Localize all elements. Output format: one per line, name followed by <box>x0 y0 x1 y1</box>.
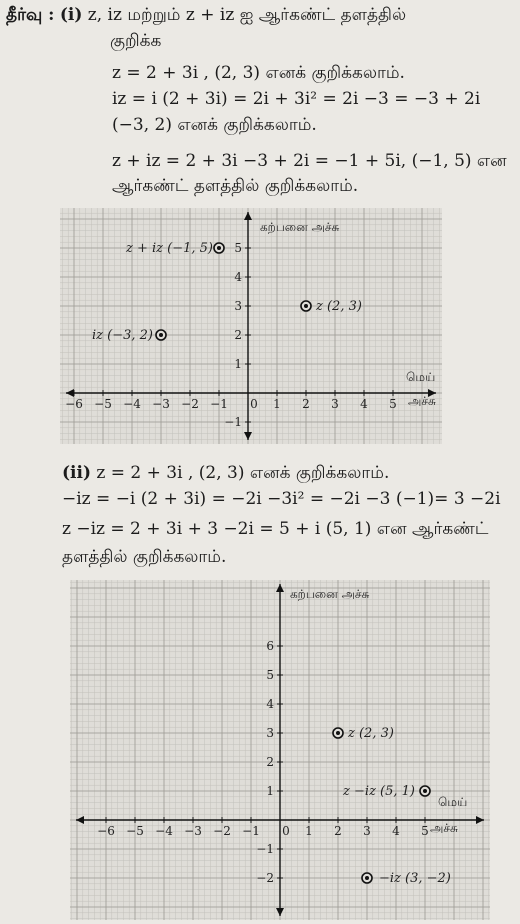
y-tick-label: 6 <box>266 639 274 653</box>
y-tick-label: 4 <box>234 270 242 284</box>
y-tick-label: 3 <box>234 299 242 313</box>
x-tick-label: −6 <box>65 397 83 411</box>
argand-diagram-1 <box>60 208 442 444</box>
x-axis-title-line1: மெய் <box>438 795 468 809</box>
x-tick-label: 0 <box>250 397 258 411</box>
x-tick-label: −3 <box>184 824 202 838</box>
data-point-label: iz (−3, 2) <box>92 328 153 343</box>
y-tick-label: 3 <box>266 726 274 740</box>
x-tick-label: −3 <box>152 397 170 411</box>
x-tick-label: 0 <box>282 824 290 838</box>
x-tick-label: −5 <box>94 397 112 411</box>
data-point-dot <box>217 246 221 250</box>
x-tick-label: 4 <box>392 824 400 838</box>
data-point-label: z + iz (−1, 5) <box>126 241 213 256</box>
data-point-dot <box>304 304 308 308</box>
data-point-dot <box>423 789 427 793</box>
data-point-dot <box>336 731 340 735</box>
y-tick-label: −2 <box>256 871 274 885</box>
argand-diagram-2 <box>70 580 490 920</box>
x-tick-label: 3 <box>331 397 339 411</box>
solution-heading <box>6 4 406 26</box>
part1-line4: z + iz = 2 + 3i −3 + 2i = −1 + 5i, (−1, 5) என <box>112 151 507 171</box>
part1-intro: z, iz மற்றும் z + iz ஐ ஆர்கண்ட் தளத்தில் <box>87 5 407 25</box>
part2-line1: z = 2 + 3i , (2, 3) எனக் குறிக்கலாம். <box>96 463 390 483</box>
x-tick-label: 5 <box>421 824 429 838</box>
x-tick-label: −1 <box>210 397 228 411</box>
part2-line2: −iz = −i (2 + 3i) = −2i −3i² = −2i −3 (−1)= 3 −2i <box>62 489 501 509</box>
x-tick-label: 2 <box>334 824 342 838</box>
x-tick-label: 3 <box>363 824 371 838</box>
x-tick-label: −6 <box>97 824 115 838</box>
x-tick-label: 4 <box>360 397 368 411</box>
part1-line1: z = 2 + 3i , (2, 3) எனக் குறிக்கலாம். <box>112 63 405 83</box>
y-tick-label: 2 <box>234 328 242 342</box>
data-point-label: z (2, 3) <box>316 299 362 314</box>
x-tick-label: −4 <box>123 397 141 411</box>
part2-line1-row <box>62 462 389 484</box>
part2-line4: தளத்தில் குறிக்கலாம். <box>62 547 227 567</box>
part1-intro2: குறிக்க <box>110 31 162 51</box>
data-point-dot <box>365 876 369 880</box>
data-point-label: −iz (3, −2) <box>379 871 451 886</box>
data-point-dot <box>159 333 163 337</box>
x-tick-label: 2 <box>302 397 310 411</box>
x-tick-label: −2 <box>213 824 231 838</box>
y-tick-label: 5 <box>266 668 274 682</box>
x-tick-label: −1 <box>242 824 260 838</box>
part1-line2: iz = i (2 + 3i) = 2i + 3i² = 2i −3 = −3 + 2i <box>112 89 481 109</box>
x-tick-label: 5 <box>389 397 397 411</box>
x-tick-label: −5 <box>126 824 144 838</box>
x-tick-label: 1 <box>305 824 313 838</box>
y-tick-label: 1 <box>266 784 274 798</box>
data-point-label: z (2, 3) <box>348 726 394 741</box>
x-axis-title-line2: அச்சு <box>408 394 436 408</box>
data-point-label: z −iz (5, 1) <box>343 784 415 799</box>
y-tick-label: 2 <box>266 755 274 769</box>
x-tick-label: −2 <box>181 397 199 411</box>
part2-tag: (ii) <box>62 463 92 483</box>
solution-label: தீர்வு : <box>6 5 55 25</box>
y-tick-label: −1 <box>256 842 274 856</box>
x-tick-label: −4 <box>155 824 173 838</box>
part1-line5: ஆர்கண்ட் தளத்தில் குறிக்கலாம். <box>112 176 359 196</box>
x-axis-title-line2: அச்சு <box>430 821 458 835</box>
part1-line3: (−3, 2) எனக் குறிக்கலாம். <box>112 115 317 135</box>
y-tick-label: −1 <box>224 415 242 429</box>
y-tick-label: 1 <box>234 357 242 371</box>
x-axis-title-line1: மெய் <box>406 370 436 384</box>
y-axis-title: கற்பனை அச்சு <box>260 220 340 234</box>
y-axis-title: கற்பனை அச்சு <box>290 587 370 601</box>
y-tick-label: 4 <box>266 697 274 711</box>
part2-line3: z −iz = 2 + 3i + 3 −2i = 5 + i (5, 1) என ஆர்கண்ட் <box>62 519 489 539</box>
part1-tag: (i) <box>59 5 83 25</box>
x-tick-label: 1 <box>273 397 281 411</box>
y-tick-label: 5 <box>234 241 242 255</box>
